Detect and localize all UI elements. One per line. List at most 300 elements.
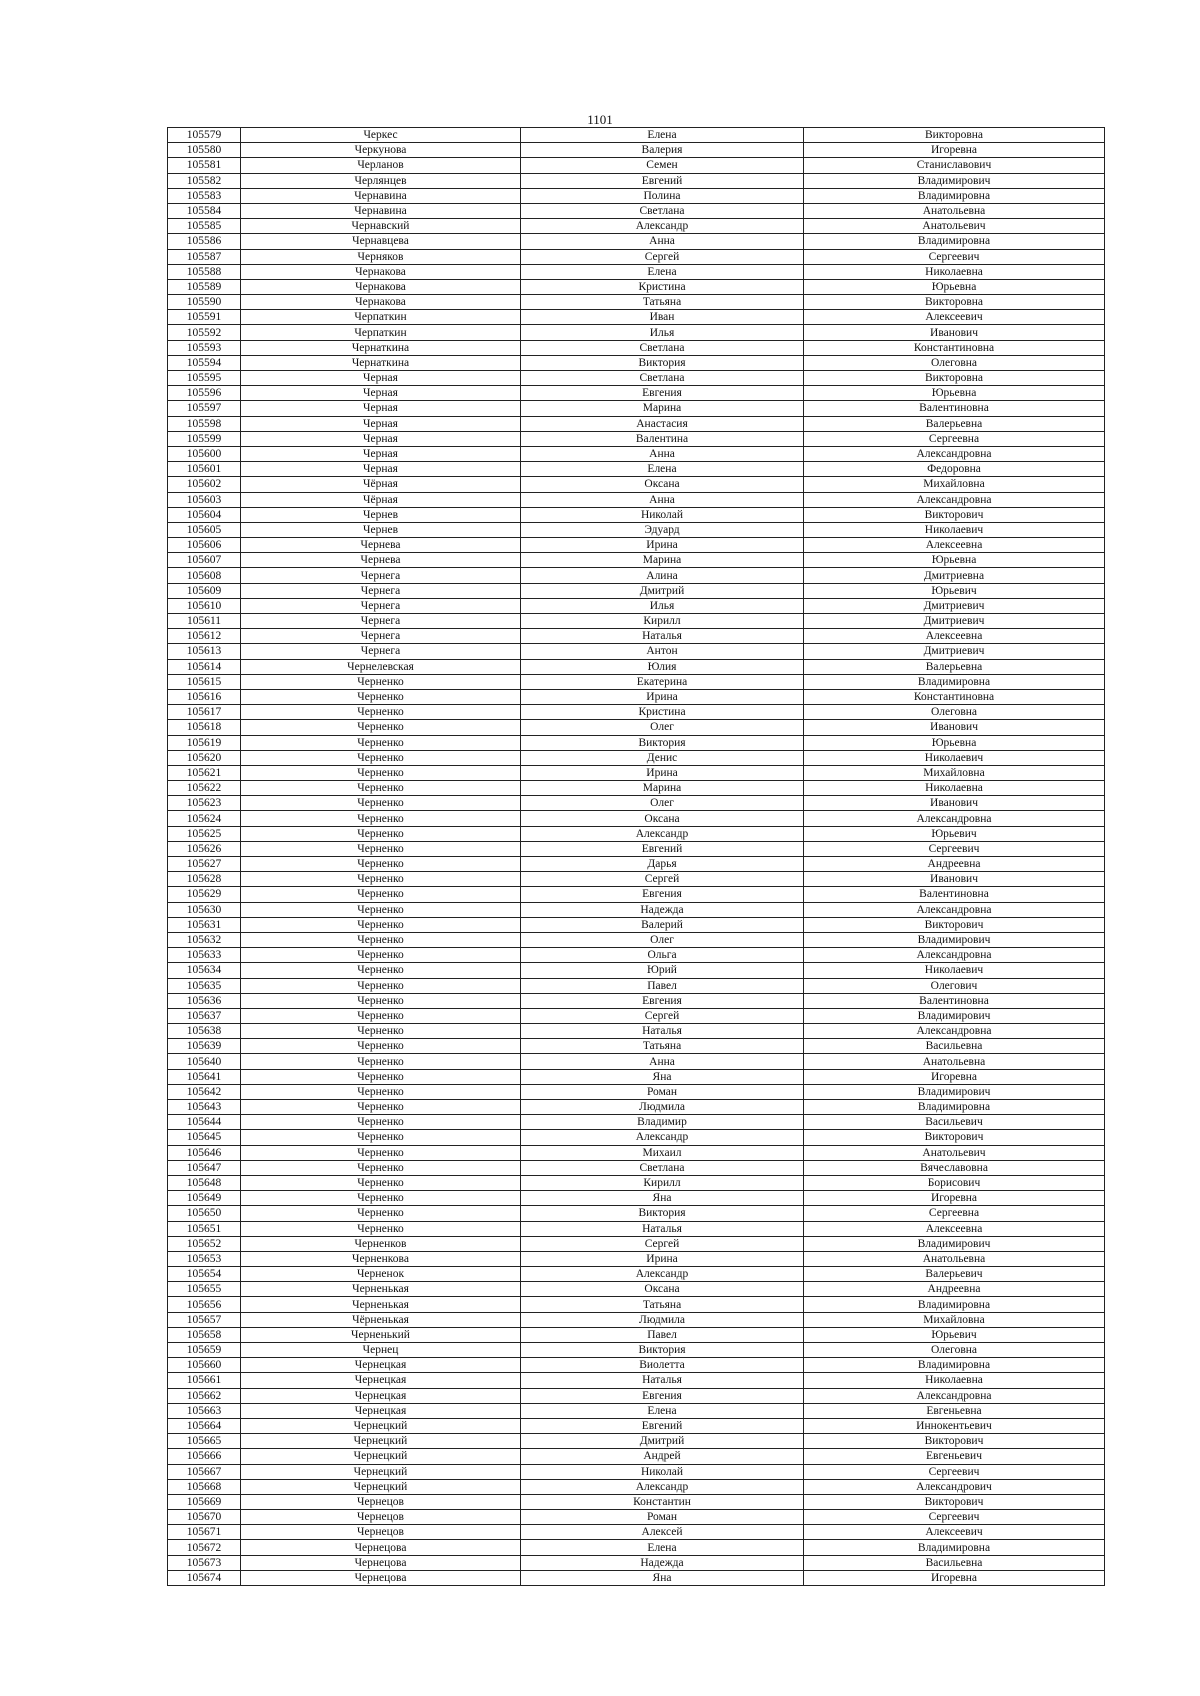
first-name-cell: Александр	[521, 1267, 804, 1282]
first-name-cell: Ирина	[521, 765, 804, 780]
record-id-cell: 105621	[168, 765, 241, 780]
first-name-cell: Виктория	[521, 355, 804, 370]
first-name-cell: Екатерина	[521, 674, 804, 689]
table-row	[168, 386, 1105, 401]
table-row	[168, 295, 1105, 310]
patronymic-cell: Владимировна	[804, 234, 1105, 249]
table-row	[168, 325, 1105, 340]
first-name-cell: Наталья	[521, 629, 804, 644]
table-row	[168, 401, 1105, 416]
patronymic-cell: Владимировна	[804, 1297, 1105, 1312]
record-id-cell: 105598	[168, 416, 241, 431]
first-name-cell: Илья	[521, 325, 804, 340]
first-name-cell: Надежда	[521, 1555, 804, 1570]
patronymic-cell: Сергеевич	[804, 1510, 1105, 1525]
last-name-cell: Черная	[241, 386, 521, 401]
first-name-cell: Елена	[521, 1540, 804, 1555]
first-name-cell: Марина	[521, 553, 804, 568]
last-name-cell: Чернавцева	[241, 234, 521, 249]
first-name-cell: Надежда	[521, 902, 804, 917]
record-id-cell: 105599	[168, 431, 241, 446]
last-name-cell: Черланов	[241, 158, 521, 173]
patronymic-cell: Иванович	[804, 325, 1105, 340]
record-id-cell: 105616	[168, 689, 241, 704]
record-id-cell: 105630	[168, 902, 241, 917]
patronymic-cell: Юрьевна	[804, 553, 1105, 568]
last-name-cell: Чёрная	[241, 477, 521, 492]
record-id-cell: 105633	[168, 948, 241, 963]
first-name-cell: Юрий	[521, 963, 804, 978]
table-row	[168, 1206, 1105, 1221]
record-id-cell: 105647	[168, 1160, 241, 1175]
record-id-cell: 105668	[168, 1479, 241, 1494]
last-name-cell: Черненко	[241, 689, 521, 704]
record-id-cell: 105617	[168, 705, 241, 720]
table-row	[168, 1570, 1105, 1585]
table-row	[168, 705, 1105, 720]
last-name-cell: Черненко	[241, 1039, 521, 1054]
record-id-cell: 105609	[168, 583, 241, 598]
table-row	[168, 872, 1105, 887]
first-name-cell: Виолетта	[521, 1358, 804, 1373]
table-row	[168, 887, 1105, 902]
last-name-cell: Черненко	[241, 1100, 521, 1115]
table-row	[168, 614, 1105, 629]
table-row	[168, 629, 1105, 644]
last-name-cell: Черненькая	[241, 1282, 521, 1297]
record-id-cell: 105584	[168, 203, 241, 218]
last-name-cell: Чернега	[241, 644, 521, 659]
patronymic-cell: Евгеньевна	[804, 1403, 1105, 1418]
table-row	[168, 993, 1105, 1008]
table-row	[168, 750, 1105, 765]
record-id-cell: 105632	[168, 932, 241, 947]
table-row	[168, 446, 1105, 461]
last-name-cell: Черненко	[241, 1054, 521, 1069]
record-id-cell: 105615	[168, 674, 241, 689]
patronymic-cell: Юрьевич	[804, 583, 1105, 598]
record-id-cell: 105672	[168, 1540, 241, 1555]
first-name-cell: Михаил	[521, 1145, 804, 1160]
record-id-cell: 105646	[168, 1145, 241, 1160]
table-row	[168, 765, 1105, 780]
table-row	[168, 310, 1105, 325]
table-row	[168, 1540, 1105, 1555]
patronymic-cell: Олеговна	[804, 355, 1105, 370]
first-name-cell: Марина	[521, 401, 804, 416]
table-row	[168, 1403, 1105, 1418]
table-row	[168, 1039, 1105, 1054]
first-name-cell: Евгений	[521, 173, 804, 188]
patronymic-cell: Вячеславовна	[804, 1160, 1105, 1175]
record-id-cell: 105590	[168, 295, 241, 310]
first-name-cell: Оксана	[521, 477, 804, 492]
table-row	[168, 1464, 1105, 1479]
last-name-cell: Чернавина	[241, 188, 521, 203]
last-name-cell: Черненький	[241, 1327, 521, 1342]
table-row	[168, 1100, 1105, 1115]
last-name-cell: Черненко	[241, 750, 521, 765]
first-name-cell: Николай	[521, 507, 804, 522]
table-row	[168, 1494, 1105, 1509]
first-name-cell: Евгения	[521, 386, 804, 401]
patronymic-cell: Владимирович	[804, 1236, 1105, 1251]
last-name-cell: Черненко	[241, 1221, 521, 1236]
first-name-cell: Антон	[521, 644, 804, 659]
last-name-cell: Чернецкая	[241, 1358, 521, 1373]
last-name-cell: Чернецов	[241, 1525, 521, 1540]
record-id-cell: 105665	[168, 1434, 241, 1449]
first-name-cell: Евгения	[521, 993, 804, 1008]
last-name-cell: Чернецова	[241, 1555, 521, 1570]
last-name-cell: Черненко	[241, 948, 521, 963]
patronymic-cell: Сергеевич	[804, 1464, 1105, 1479]
table-row	[168, 1327, 1105, 1342]
patronymic-cell: Юрьевич	[804, 1327, 1105, 1342]
last-name-cell: Черненко	[241, 1130, 521, 1145]
first-name-cell: Светлана	[521, 203, 804, 218]
table-row	[168, 188, 1105, 203]
patronymic-cell: Николаевич	[804, 750, 1105, 765]
table-row	[168, 659, 1105, 674]
record-id-cell: 105595	[168, 371, 241, 386]
table-row	[168, 264, 1105, 279]
patronymic-cell: Викторович	[804, 1494, 1105, 1509]
first-name-cell: Елена	[521, 128, 804, 143]
first-name-cell: Наталья	[521, 1221, 804, 1236]
table-row	[168, 1510, 1105, 1525]
patronymic-cell: Николаевич	[804, 522, 1105, 537]
patronymic-cell: Викторовна	[804, 371, 1105, 386]
record-id-cell: 105645	[168, 1130, 241, 1145]
record-id-cell: 105586	[168, 234, 241, 249]
last-name-cell: Черненко	[241, 1160, 521, 1175]
last-name-cell: Черненко	[241, 705, 521, 720]
last-name-cell: Чернец	[241, 1343, 521, 1358]
record-id-cell: 105644	[168, 1115, 241, 1130]
record-id-cell: 105652	[168, 1236, 241, 1251]
last-name-cell: Черлянцев	[241, 173, 521, 188]
first-name-cell: Евгений	[521, 841, 804, 856]
patronymic-cell: Алексеевна	[804, 538, 1105, 553]
record-id-cell: 105662	[168, 1388, 241, 1403]
table-row	[168, 1145, 1105, 1160]
record-id-cell: 105639	[168, 1039, 241, 1054]
record-id-cell: 105603	[168, 492, 241, 507]
first-name-cell: Татьяна	[521, 1039, 804, 1054]
record-id-cell: 105631	[168, 917, 241, 932]
record-id-cell: 105670	[168, 1510, 241, 1525]
record-id-cell: 105651	[168, 1221, 241, 1236]
table-row	[168, 1251, 1105, 1266]
first-name-cell: Иван	[521, 310, 804, 325]
patronymic-cell: Алексеевна	[804, 629, 1105, 644]
table-row	[168, 720, 1105, 735]
record-id-cell: 105591	[168, 310, 241, 325]
patronymic-cell: Андреевна	[804, 857, 1105, 872]
last-name-cell: Чернецкий	[241, 1449, 521, 1464]
table-row	[168, 735, 1105, 750]
patronymic-cell: Викторович	[804, 1130, 1105, 1145]
patronymic-cell: Игоревна	[804, 1570, 1105, 1585]
patronymic-cell: Станиславович	[804, 158, 1105, 173]
table-row	[168, 1555, 1105, 1570]
last-name-cell: Черненко	[241, 1069, 521, 1084]
patronymic-cell: Александровна	[804, 902, 1105, 917]
patronymic-cell: Юрьевна	[804, 386, 1105, 401]
record-id-cell: 105585	[168, 219, 241, 234]
first-name-cell: Олег	[521, 720, 804, 735]
table-row	[168, 234, 1105, 249]
first-name-cell: Людмила	[521, 1312, 804, 1327]
last-name-cell: Черненко	[241, 1206, 521, 1221]
patronymic-cell: Александровна	[804, 1388, 1105, 1403]
last-name-cell: Чернева	[241, 553, 521, 568]
record-id-cell: 105587	[168, 249, 241, 264]
table-row	[168, 249, 1105, 264]
first-name-cell: Ольга	[521, 948, 804, 963]
record-id-cell: 105654	[168, 1267, 241, 1282]
first-name-cell: Виктория	[521, 1343, 804, 1358]
patronymic-cell: Анатольевна	[804, 1251, 1105, 1266]
last-name-cell: Чёрненькая	[241, 1312, 521, 1327]
table-row	[168, 689, 1105, 704]
record-id-cell: 105648	[168, 1175, 241, 1190]
first-name-cell: Ирина	[521, 689, 804, 704]
last-name-cell: Чернецов	[241, 1494, 521, 1509]
first-name-cell: Яна	[521, 1191, 804, 1206]
last-name-cell: Черненко	[241, 765, 521, 780]
record-id-cell: 105663	[168, 1403, 241, 1418]
last-name-cell: Черненко	[241, 781, 521, 796]
table-row	[168, 340, 1105, 355]
record-id-cell: 105626	[168, 841, 241, 856]
first-name-cell: Дмитрий	[521, 583, 804, 598]
patronymic-cell: Сергеевна	[804, 1206, 1105, 1221]
patronymic-cell: Юрьевна	[804, 279, 1105, 294]
table-row	[168, 203, 1105, 218]
first-name-cell: Елена	[521, 264, 804, 279]
last-name-cell: Черная	[241, 431, 521, 446]
patronymic-cell: Олеговна	[804, 1343, 1105, 1358]
last-name-cell: Чернега	[241, 614, 521, 629]
first-name-cell: Николай	[521, 1464, 804, 1479]
record-id-cell: 105650	[168, 1206, 241, 1221]
table-row	[168, 857, 1105, 872]
table-row	[168, 355, 1105, 370]
patronymic-cell: Николаевна	[804, 1373, 1105, 1388]
last-name-cell: Черняков	[241, 249, 521, 264]
patronymic-cell: Алексеевич	[804, 1525, 1105, 1540]
last-name-cell: Черненко	[241, 1008, 521, 1023]
record-id-cell: 105604	[168, 507, 241, 522]
patronymic-cell: Алексеевич	[804, 310, 1105, 325]
patronymic-cell: Викторович	[804, 917, 1105, 932]
last-name-cell: Черненко	[241, 1115, 521, 1130]
record-id-cell: 105669	[168, 1494, 241, 1509]
record-id-cell: 105620	[168, 750, 241, 765]
last-name-cell: Чернецова	[241, 1570, 521, 1585]
first-name-cell: Роман	[521, 1084, 804, 1099]
record-id-cell: 105613	[168, 644, 241, 659]
last-name-cell: Чернецкая	[241, 1373, 521, 1388]
table-row	[168, 583, 1105, 598]
table-row	[168, 431, 1105, 446]
table-row	[168, 1418, 1105, 1433]
record-id-cell: 105638	[168, 1024, 241, 1039]
last-name-cell: Черненко	[241, 902, 521, 917]
table-row	[168, 963, 1105, 978]
first-name-cell: Виктория	[521, 1206, 804, 1221]
patronymic-cell: Михайловна	[804, 477, 1105, 492]
last-name-cell: Черненко	[241, 1084, 521, 1099]
record-id-cell: 105612	[168, 629, 241, 644]
first-name-cell: Светлана	[521, 371, 804, 386]
first-name-cell: Светлана	[521, 340, 804, 355]
table-row	[168, 1084, 1105, 1099]
record-id-cell: 105636	[168, 993, 241, 1008]
patronymic-cell: Александровна	[804, 811, 1105, 826]
table-row	[168, 1297, 1105, 1312]
patronymic-cell: Валерьевна	[804, 659, 1105, 674]
last-name-cell: Чернаткина	[241, 355, 521, 370]
first-name-cell: Роман	[521, 1510, 804, 1525]
record-id-cell: 105634	[168, 963, 241, 978]
record-id-cell: 105657	[168, 1312, 241, 1327]
first-name-cell: Андрей	[521, 1449, 804, 1464]
record-id-cell: 105622	[168, 781, 241, 796]
last-name-cell: Черненко	[241, 1024, 521, 1039]
first-name-cell: Сергей	[521, 1236, 804, 1251]
last-name-cell: Чернавский	[241, 219, 521, 234]
last-name-cell: Черненко	[241, 1191, 521, 1206]
table-row	[168, 917, 1105, 932]
record-id-cell: 105671	[168, 1525, 241, 1540]
patronymic-cell: Игоревна	[804, 1069, 1105, 1084]
record-id-cell: 105674	[168, 1570, 241, 1585]
last-name-cell: Чернега	[241, 568, 521, 583]
record-id-cell: 105589	[168, 279, 241, 294]
last-name-cell: Черненко	[241, 872, 521, 887]
first-name-cell: Татьяна	[521, 1297, 804, 1312]
first-name-cell: Павел	[521, 978, 804, 993]
first-name-cell: Константин	[521, 1494, 804, 1509]
last-name-cell: Черненко	[241, 978, 521, 993]
table-row	[168, 1024, 1105, 1039]
table-row	[168, 477, 1105, 492]
record-id-cell: 105624	[168, 811, 241, 826]
last-name-cell: Чернецкая	[241, 1403, 521, 1418]
table-row	[168, 522, 1105, 537]
table-row	[168, 128, 1105, 143]
first-name-cell: Анна	[521, 492, 804, 507]
patronymic-cell: Константиновна	[804, 340, 1105, 355]
first-name-cell: Валерия	[521, 143, 804, 158]
patronymic-cell: Владимировна	[804, 188, 1105, 203]
record-id-cell: 105661	[168, 1373, 241, 1388]
last-name-cell: Черненко	[241, 993, 521, 1008]
first-name-cell: Виктория	[521, 735, 804, 750]
record-id-cell: 105593	[168, 340, 241, 355]
table-row	[168, 1267, 1105, 1282]
record-id-cell: 105582	[168, 173, 241, 188]
patronymic-cell: Викторович	[804, 1434, 1105, 1449]
table-row	[168, 1449, 1105, 1464]
record-id-cell: 105597	[168, 401, 241, 416]
patronymic-cell: Алексеевна	[804, 1221, 1105, 1236]
record-id-cell: 105628	[168, 872, 241, 887]
patronymic-cell: Викторовна	[804, 295, 1105, 310]
table-row	[168, 371, 1105, 386]
record-id-cell: 105659	[168, 1343, 241, 1358]
first-name-cell: Александр	[521, 826, 804, 841]
first-name-cell: Эдуард	[521, 522, 804, 537]
patronymic-cell: Александровна	[804, 492, 1105, 507]
patronymic-cell: Викторовна	[804, 128, 1105, 143]
first-name-cell: Марина	[521, 781, 804, 796]
first-name-cell: Олег	[521, 796, 804, 811]
table-row	[168, 932, 1105, 947]
patronymic-cell: Михайловна	[804, 765, 1105, 780]
last-name-cell: Чернецкая	[241, 1388, 521, 1403]
table-row	[168, 279, 1105, 294]
last-name-cell: Чернелевская	[241, 659, 521, 674]
patronymic-cell: Александрович	[804, 1479, 1105, 1494]
first-name-cell: Кристина	[521, 279, 804, 294]
patronymic-cell: Андреевна	[804, 1282, 1105, 1297]
first-name-cell: Валентина	[521, 431, 804, 446]
last-name-cell: Черненко	[241, 887, 521, 902]
patronymic-cell: Евгеньевич	[804, 1449, 1105, 1464]
last-name-cell: Чернега	[241, 629, 521, 644]
first-name-cell: Денис	[521, 750, 804, 765]
table-row	[168, 219, 1105, 234]
first-name-cell: Дарья	[521, 857, 804, 872]
table-row	[168, 1312, 1105, 1327]
last-name-cell: Чернецкий	[241, 1418, 521, 1433]
last-name-cell: Чернецкий	[241, 1434, 521, 1449]
table-row	[168, 1069, 1105, 1084]
last-name-cell: Черненко	[241, 796, 521, 811]
record-id-cell: 105667	[168, 1464, 241, 1479]
record-id-cell: 105658	[168, 1327, 241, 1342]
last-name-cell: Черкес	[241, 128, 521, 143]
first-name-cell: Елена	[521, 1403, 804, 1418]
patronymic-cell: Васильевна	[804, 1039, 1105, 1054]
last-name-cell: Черненко	[241, 1175, 521, 1190]
first-name-cell: Ирина	[521, 538, 804, 553]
record-id-cell: 105635	[168, 978, 241, 993]
record-id-cell: 105605	[168, 522, 241, 537]
first-name-cell: Сергей	[521, 1008, 804, 1023]
record-id-cell: 105643	[168, 1100, 241, 1115]
table-row	[168, 462, 1105, 477]
first-name-cell: Семен	[521, 158, 804, 173]
table-row	[168, 902, 1105, 917]
record-id-cell: 105649	[168, 1191, 241, 1206]
patronymic-cell: Сергеевич	[804, 841, 1105, 856]
record-id-cell: 105588	[168, 264, 241, 279]
table-row	[168, 1358, 1105, 1373]
table-row	[168, 492, 1105, 507]
table-row	[168, 781, 1105, 796]
patronymic-cell: Васильевна	[804, 1555, 1105, 1570]
table-row	[168, 1343, 1105, 1358]
record-id-cell: 105666	[168, 1449, 241, 1464]
registry-table	[167, 127, 1105, 1586]
table-row	[168, 158, 1105, 173]
patronymic-cell: Иванович	[804, 796, 1105, 811]
